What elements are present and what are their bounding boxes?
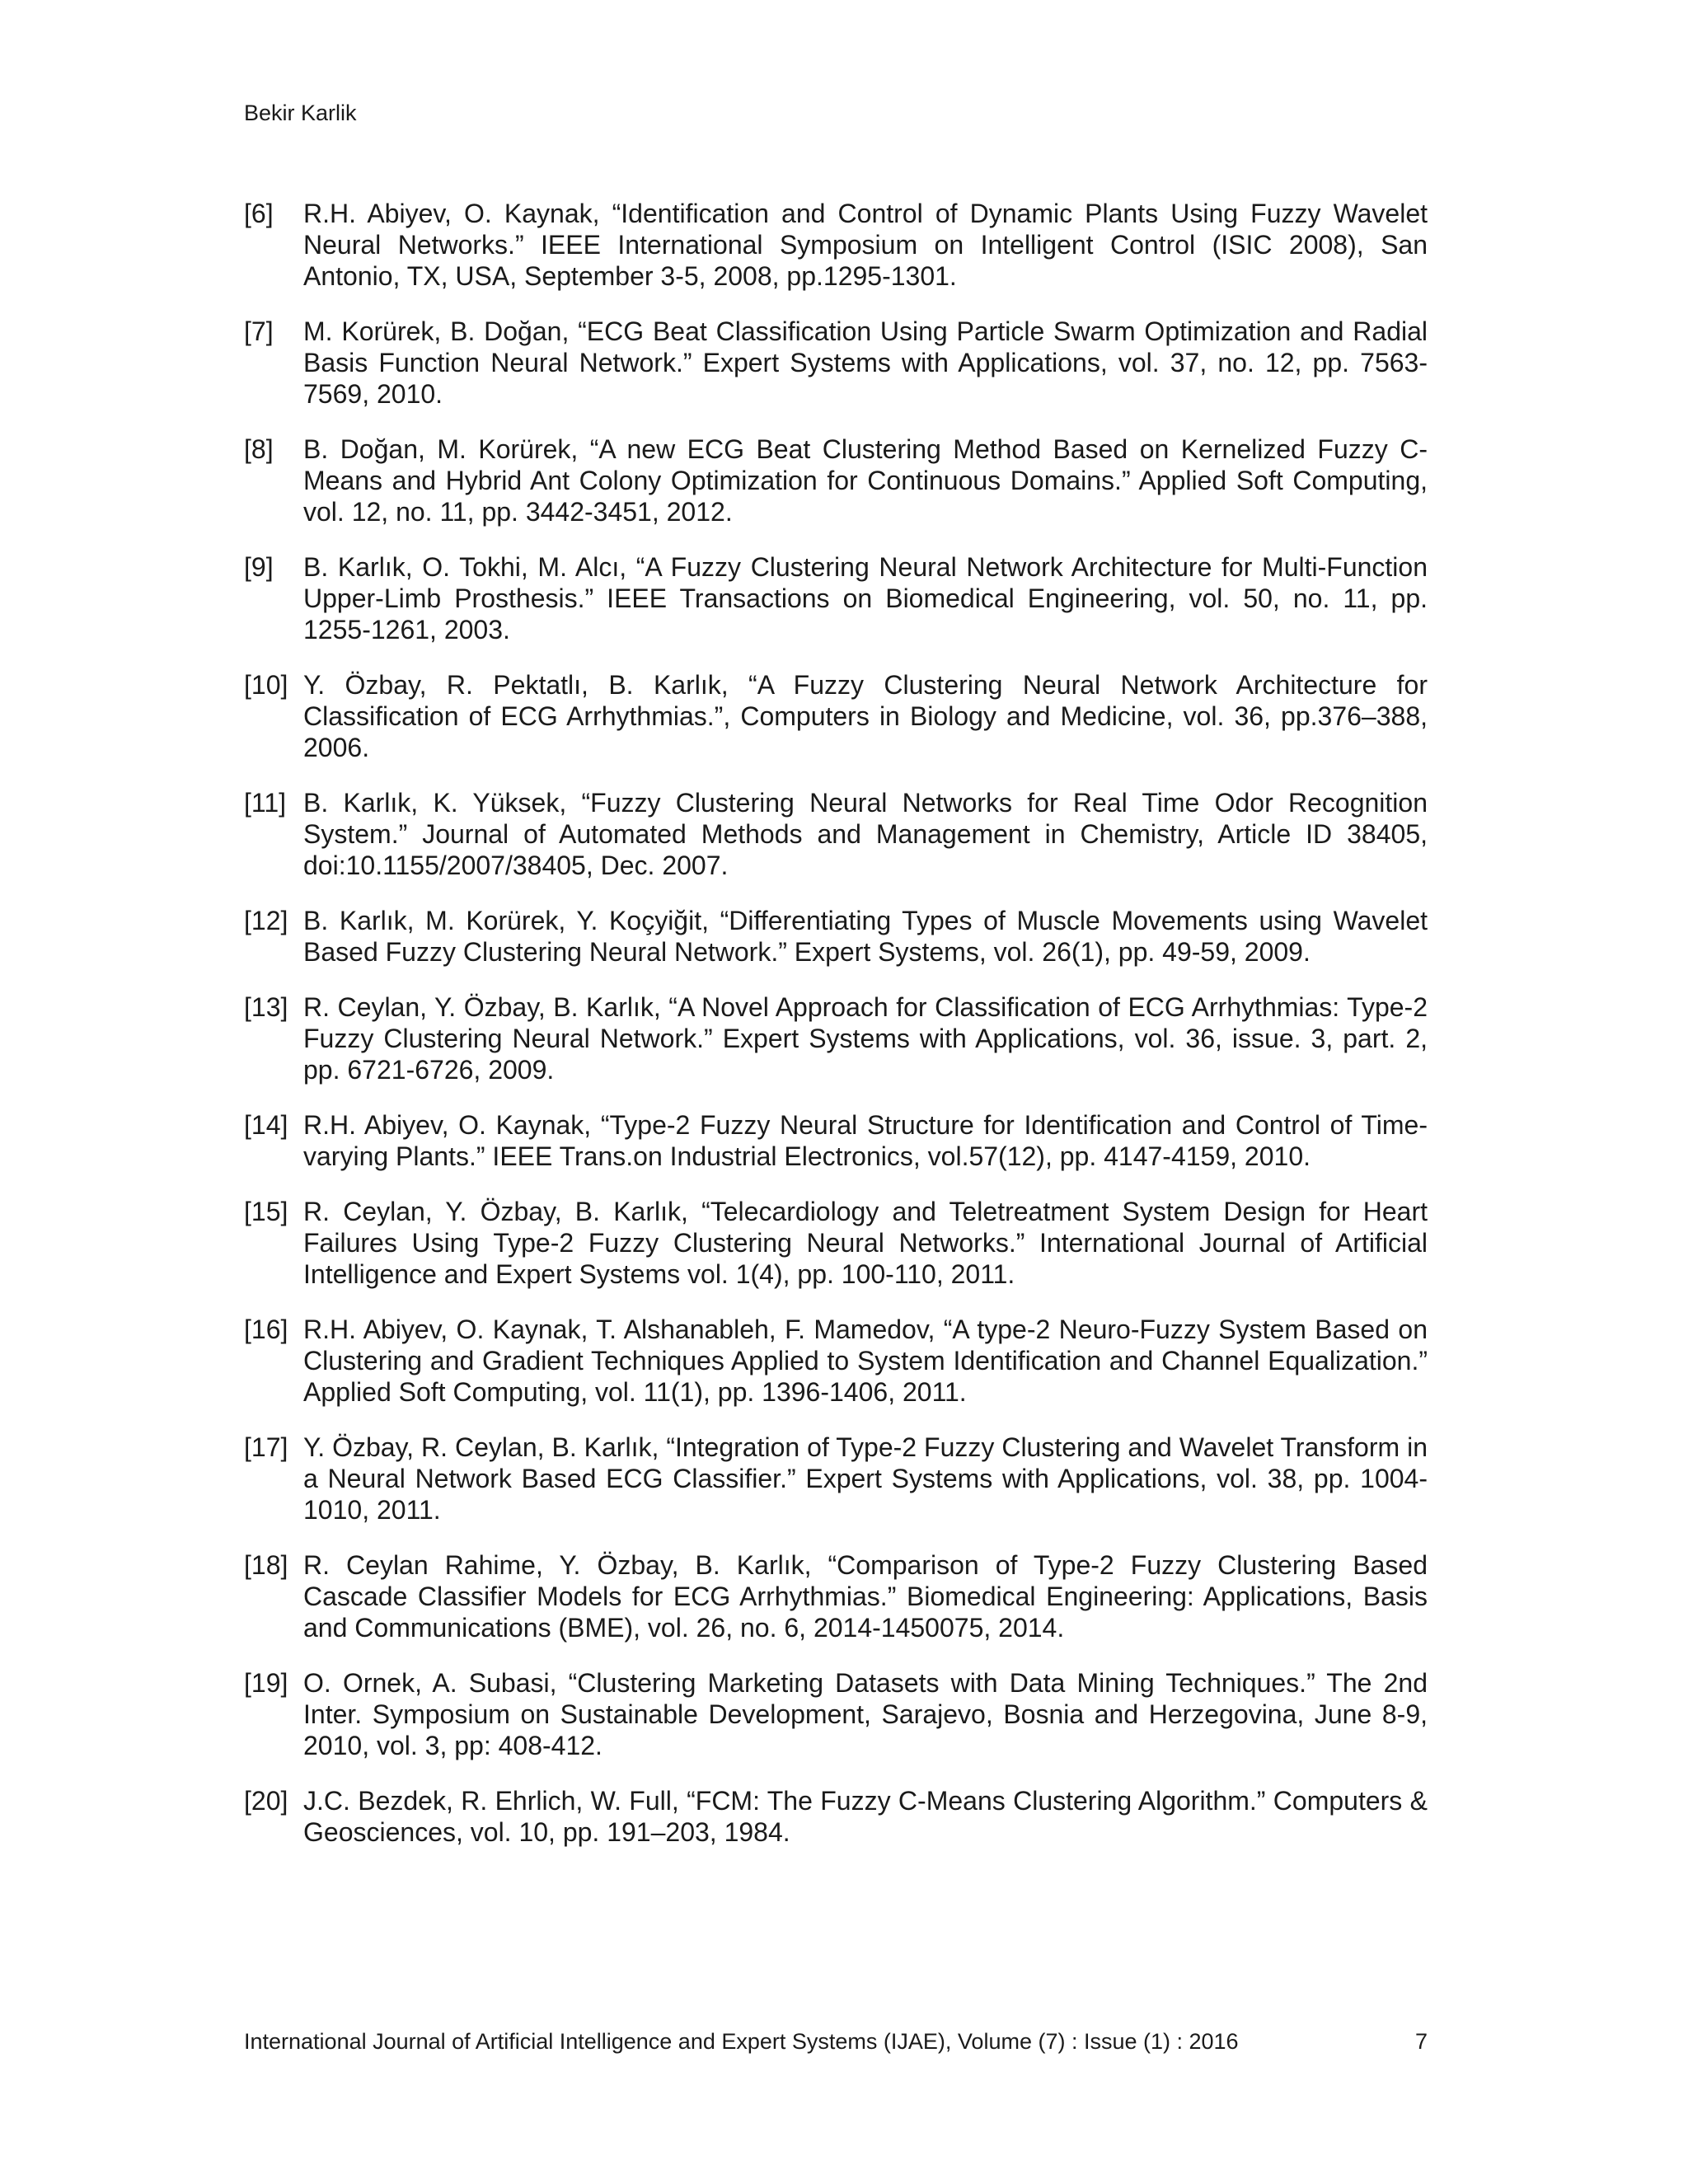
footer-journal-citation: International Journal of Artificial Intelligence and Expert Systems (IJAE), Volume (7) : Issue (1) : 2016	[244, 2029, 1239, 2054]
page-number: 7	[1414, 2029, 1428, 2054]
reference-item	[244, 1667, 1428, 1761]
page-footer	[244, 2027, 1428, 2055]
reference-number: [19]	[244, 1668, 288, 1698]
reference-text: Y. Özbay, R. Ceylan, B. Karlık, “Integration of Type-2 Fuzzy Clustering and Wavelet Transform in a Neural Network Based ECG Classifier.” Expert Systems with Applications, vol. 38, pp. 1004-1010, 2011.	[303, 1432, 1428, 1525]
reference-text: J.C. Bezdek, R. Ehrlich, W. Full, “FCM: The Fuzzy C-Means Clustering Algorithm.” Computers & Geosciences, vol. 10, pp. 191–203, 1984.	[303, 1786, 1428, 1847]
reference-text: M. Korürek, B. Doğan, “ECG Beat Classification Using Particle Swarm Optimization and Radial Basis Function Neural Network.” Expert Systems with Applications, vol. 37, no. 12, pp. 7563-7569, 2010.	[303, 316, 1428, 409]
reference-text: Y. Özbay, R. Pektatlı, B. Karlık, “A Fuzzy Clustering Neural Network Architecture for Classification of ECG Arrhythmias.”, Computers in Biology and Medicine, vol. 36, pp.376–388, 2006.	[303, 670, 1428, 762]
reference-item	[244, 1549, 1428, 1643]
reference-text: R.H. Abiyev, O. Kaynak, “Identification and Control of Dynamic Plants Using Fuzzy Wavelet Neural Networks.” IEEE International Symposium on Intelligent Control (ISIC 2008), San Antonio, TX, USA, September 3-5, 2008, pp.1295-1301.	[303, 199, 1428, 291]
reference-number: [10]	[244, 670, 288, 700]
running-header-author: Bekir Karlik	[244, 101, 357, 125]
reference-text: R. Ceylan, Y. Özbay, B. Karlık, “A Novel Approach for Classification of ECG Arrhythmias: Type-2 Fuzzy Clustering Neural Network.” Expert Systems with Applications, vol. 36, issue. 3, part. 2, pp. 6721-6726, 2009.	[303, 992, 1428, 1085]
reference-number: [9]	[244, 552, 274, 582]
reference-item	[244, 905, 1428, 968]
reference-text: R. Ceylan Rahime, Y. Özbay, B. Karlık, “Comparison of Type-2 Fuzzy Clustering Based Cascade Classifier Models for ECG Arrhythmias.” Biomedical Engineering: Applications, Basis and Communications (BME), vol. 26, no. 6, 2014-1450075, 2014.	[303, 1550, 1428, 1643]
reference-item	[244, 787, 1428, 881]
reference-text: B. Karlık, O. Tokhi, M. Alcı, “A Fuzzy Clustering Neural Network Architecture for Multi-Function Upper-Limb Prosthesis.” IEEE Transactions on Biomedical Engineering, vol. 50, no. 11, pp. 1255-1261, 2003.	[303, 552, 1428, 644]
reference-number: [6]	[244, 199, 274, 228]
reference-item	[244, 434, 1428, 527]
reference-item	[244, 316, 1428, 410]
reference-item	[244, 991, 1428, 1085]
reference-item	[244, 198, 1428, 292]
reference-item	[244, 1432, 1428, 1526]
reference-text: B. Doğan, M. Korürek, “A new ECG Beat Clustering Method Based on Kernelized Fuzzy C-Means and Hybrid Ant Colony Optimization for Continuous Domains.” Applied Soft Computing, vol. 12, no. 11, pp. 3442-3451, 2012.	[303, 434, 1428, 527]
reference-text: R.H. Abiyev, O. Kaynak, T. Alshanableh, F. Mamedov, “A type-2 Neuro-Fuzzy System Based on Clustering and Gradient Techniques Applied to System Identification and Channel Equalization.” Applied Soft Computing, vol. 11(1), pp. 1396-1406, 2011.	[303, 1315, 1428, 1407]
reference-text: B. Karlık, K. Yüksek, “Fuzzy Clustering Neural Networks for Real Time Odor Recognition System.” Journal of Automated Methods and Management in Chemistry, Article ID 38405, doi:10.1155/2007/38405, Dec. 2007.	[303, 788, 1428, 880]
reference-item	[244, 669, 1428, 763]
reference-number: [17]	[244, 1432, 288, 1462]
reference-item	[244, 551, 1428, 645]
reference-number: [8]	[244, 434, 274, 464]
reference-item	[244, 1314, 1428, 1408]
reference-item	[244, 1109, 1428, 1172]
reference-number: [14]	[244, 1110, 288, 1140]
reference-list	[244, 198, 1428, 1872]
reference-number: [16]	[244, 1315, 288, 1344]
reference-number: [13]	[244, 992, 288, 1022]
reference-text: R.H. Abiyev, O. Kaynak, “Type-2 Fuzzy Neural Structure for Identification and Control of Time-varying Plants.” IEEE Trans.on Industrial Electronics, vol.57(12), pp. 4147-4159, 2010.	[303, 1110, 1428, 1171]
reference-text: O. Ornek, A. Subasi, “Clustering Marketing Datasets with Data Mining Techniques.” The 2nd Inter. Symposium on Sustainable Development, Sarajevo, Bosnia and Herzegovina, June 8-9, 2010, vol. 3, pp: 408-412.	[303, 1668, 1428, 1760]
reference-text: R. Ceylan, Y. Özbay, B. Karlık, “Telecardiology and Teletreatment System Design for Heart Failures Using Type-2 Fuzzy Clustering Neural Networks.” International Journal of Artificial Intelligence and Expert Systems vol. 1(4), pp. 100-110, 2011.	[303, 1197, 1428, 1289]
reference-number: [11]	[244, 788, 286, 818]
reference-text: B. Karlık, M. Korürek, Y. Koçyiğit, “Differentiating Types of Muscle Movements using Wavelet Based Fuzzy Clustering Neural Network.” Expert Systems, vol. 26(1), pp. 49-59, 2009.	[303, 906, 1428, 967]
reference-item	[244, 1785, 1428, 1848]
reference-number: [12]	[244, 906, 288, 935]
reference-number: [18]	[244, 1550, 288, 1580]
reference-number: [20]	[244, 1786, 288, 1816]
reference-item	[244, 1196, 1428, 1290]
reference-number: [15]	[244, 1197, 288, 1226]
reference-number: [7]	[244, 316, 274, 346]
